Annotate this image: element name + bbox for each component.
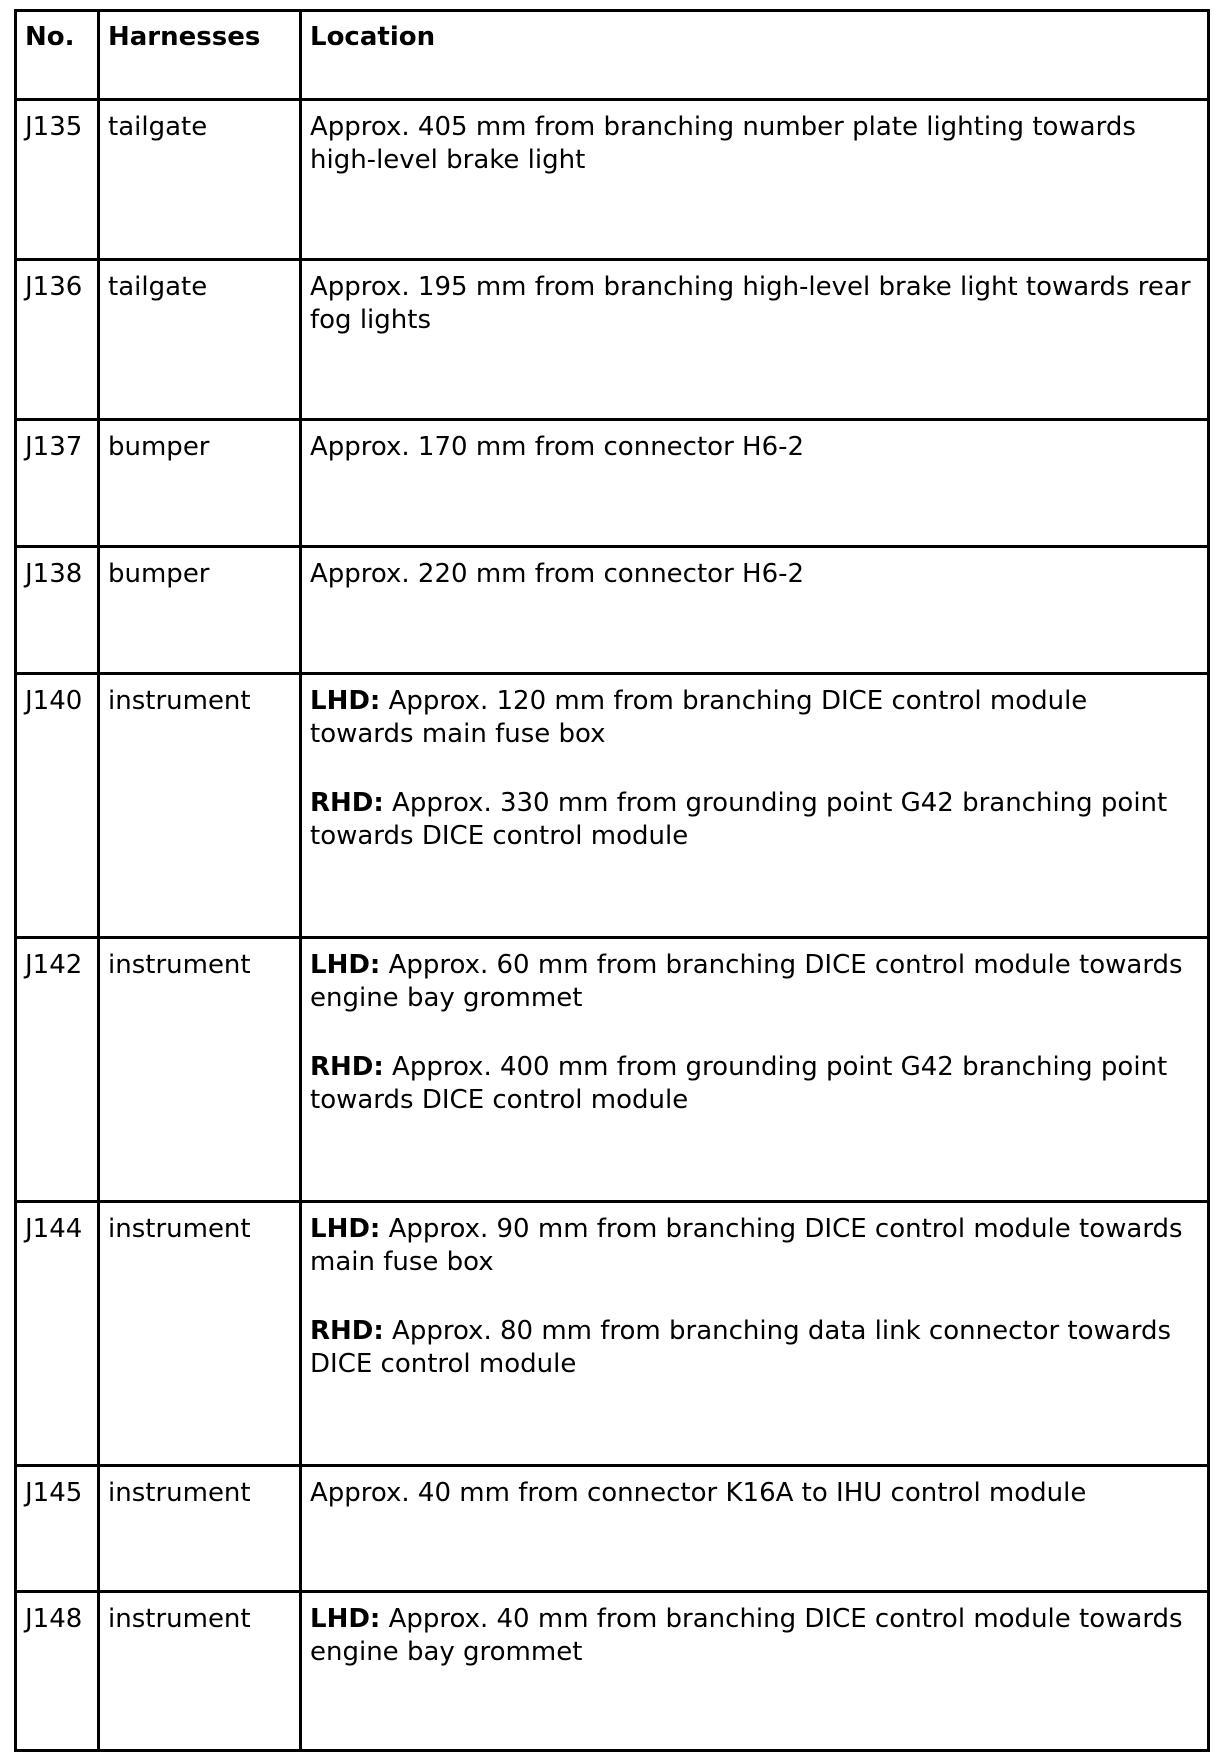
location-description: Approx. 60 mm from branching DICE control module towards engine bay grommet	[310, 950, 1183, 1013]
cell-harness: instrument	[99, 674, 301, 938]
location-description: Approx. 40 mm from connector K16A to IHU control module	[310, 1478, 1087, 1508]
table-row	[16, 420, 1209, 547]
rhd-label: RHD:	[310, 1316, 384, 1346]
location-text	[310, 1477, 1199, 1510]
lhd-label: LHD:	[310, 686, 381, 716]
location-text-lhd	[310, 949, 1199, 1015]
cell-harness: bumper	[99, 547, 301, 674]
location-text-rhd	[310, 787, 1199, 853]
table-row	[16, 1466, 1209, 1592]
location-text	[310, 111, 1199, 177]
location-description: Approx. 120 mm from branching DICE control module towards main fuse box	[310, 686, 1088, 749]
location-description: Approx. 80 mm from branching data link connector towards DICE control module	[310, 1316, 1172, 1379]
table-row	[16, 100, 1209, 260]
table-header-row	[16, 11, 1209, 100]
location-description: Approx. 40 mm from branching DICE control module towards engine bay grommet	[310, 1604, 1183, 1667]
location-text	[310, 558, 1199, 591]
location-description: Approx. 220 mm from connector H6-2	[310, 559, 805, 589]
cell-no: J135	[16, 100, 99, 260]
cell-no: J142	[16, 938, 99, 1202]
cell-harness: instrument	[99, 1592, 301, 1751]
cell-location	[301, 1466, 1209, 1592]
location-text	[310, 271, 1199, 337]
cell-location	[301, 938, 1209, 1202]
cell-location	[301, 1202, 1209, 1466]
location-text-lhd	[310, 685, 1199, 751]
rhd-label: RHD:	[310, 788, 384, 818]
cell-no: J136	[16, 260, 99, 420]
location-description: Approx. 330 mm from grounding point G42 branching point towards DICE control module	[310, 788, 1168, 851]
location-description: Approx. 170 mm from connector H6-2	[310, 432, 805, 462]
cell-no: J138	[16, 547, 99, 674]
location-text-rhd	[310, 1051, 1199, 1117]
header-location: Location	[301, 11, 1209, 100]
location-description: Approx. 195 mm from branching high-level brake light towards rear fog lights	[310, 272, 1191, 335]
cell-harness: instrument	[99, 1202, 301, 1466]
cell-harness: instrument	[99, 1466, 301, 1592]
rhd-label: RHD:	[310, 1052, 384, 1082]
location-text	[310, 431, 1199, 464]
table-row	[16, 1592, 1209, 1751]
cell-no: J137	[16, 420, 99, 547]
splice-location-table	[14, 9, 1210, 1752]
location-text-lhd	[310, 1603, 1199, 1669]
location-text-lhd	[310, 1213, 1199, 1279]
cell-harness: instrument	[99, 938, 301, 1202]
cell-location	[301, 1592, 1209, 1751]
cell-location	[301, 420, 1209, 547]
cell-no: J148	[16, 1592, 99, 1751]
table-row	[16, 938, 1209, 1202]
table-row	[16, 1202, 1209, 1466]
location-description: Approx. 400 mm from grounding point G42 branching point towards DICE control module	[310, 1052, 1168, 1115]
cell-location	[301, 100, 1209, 260]
lhd-label: LHD:	[310, 1214, 381, 1244]
cell-no: J140	[16, 674, 99, 938]
location-description: Approx. 90 mm from branching DICE control module towards main fuse box	[310, 1214, 1183, 1277]
cell-no: J144	[16, 1202, 99, 1466]
cell-location	[301, 674, 1209, 938]
cell-no: J145	[16, 1466, 99, 1592]
location-description: Approx. 405 mm from branching number plate lighting towards high-level brake light	[310, 112, 1136, 175]
header-no: No.	[16, 11, 99, 100]
location-text-rhd	[310, 1315, 1199, 1381]
lhd-label: LHD:	[310, 1604, 381, 1634]
table-row	[16, 547, 1209, 674]
lhd-label: LHD:	[310, 950, 381, 980]
cell-harness: bumper	[99, 420, 301, 547]
table-row	[16, 260, 1209, 420]
header-harnesses: Harnesses	[99, 11, 301, 100]
cell-location	[301, 547, 1209, 674]
table-row	[16, 674, 1209, 938]
cell-harness: tailgate	[99, 260, 301, 420]
cell-location	[301, 260, 1209, 420]
cell-harness: tailgate	[99, 100, 301, 260]
